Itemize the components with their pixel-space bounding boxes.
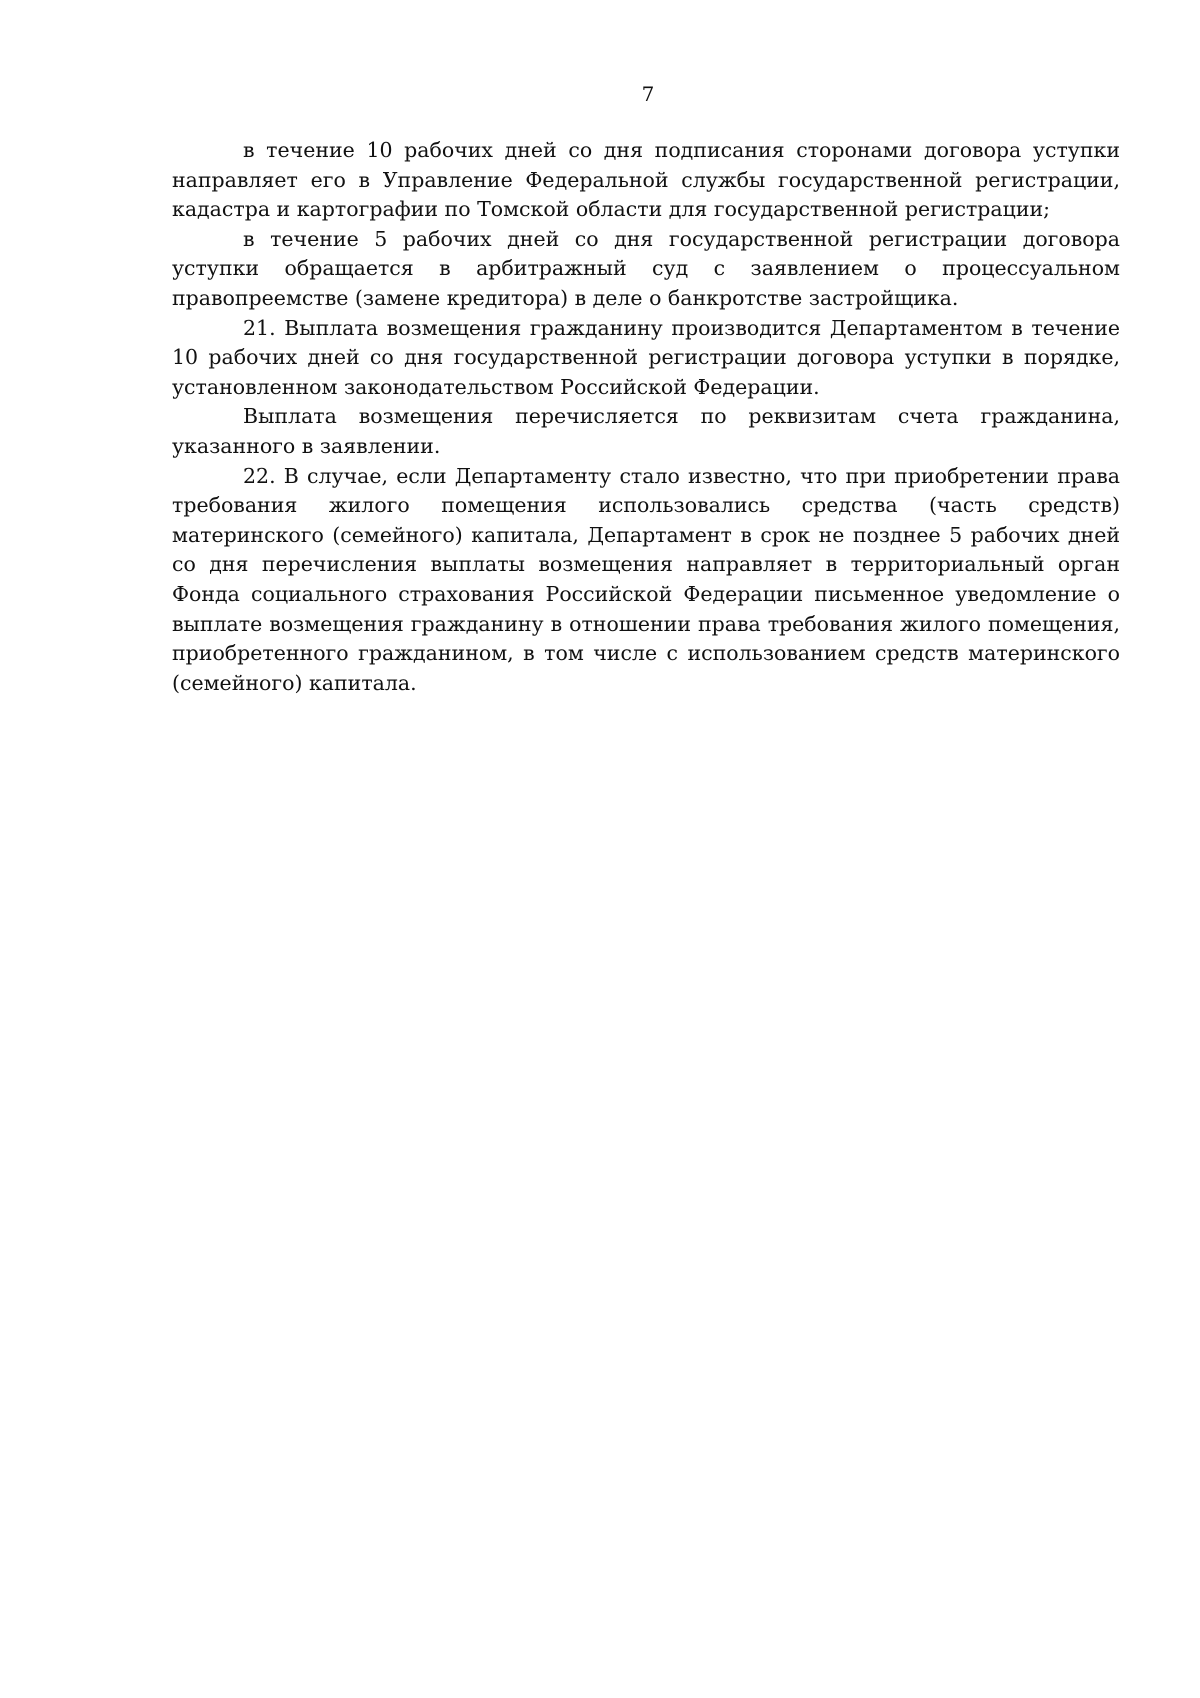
paragraph: 21. Выплата возмещения гражданину производится Департаментом в течение 10 рабочих дней со дня государственной регистрации договора уступки в порядке, установленном законодательством Российской Федерации. [172,315,1120,399]
paragraph: Выплата возмещения перечисляется по реквизитам счета гражданина, указанного в заявлении. [172,404,1120,458]
page-number: 7 [641,82,655,106]
document-body [172,136,1120,698]
paragraph: 22. В случае, если Департаменту стало известно, что при приобретении права требования жилого помещения использовались средства (часть средств) материнского (семейного) капитала, Департамент в срок не позднее 5 рабочих дней со дня перечисления выплаты возмещения направляет в территориальный орган Фонда социального страхования Российской Федерации письменное уведомление о выплате возмещения гражданину в отношении права требования жилого помещения, приобретенного гражданином, в том числе с использованием средств материнского (семейного) капитала. [172,463,1120,695]
paragraph: в течение 5 рабочих дней со дня государственной регистрации договора уступки обращается в арбитражный суд с заявлением о процессуальном правопреемстве (замене кредитора) в деле о банкротстве застройщика. [172,226,1120,310]
paragraph: в течение 10 рабочих дней со дня подписания сторонами договора уступки направляет его в Управление Федеральной службы государственной регистрации, кадастра и картографии по Томской области для государственной регистрации; [172,138,1120,222]
